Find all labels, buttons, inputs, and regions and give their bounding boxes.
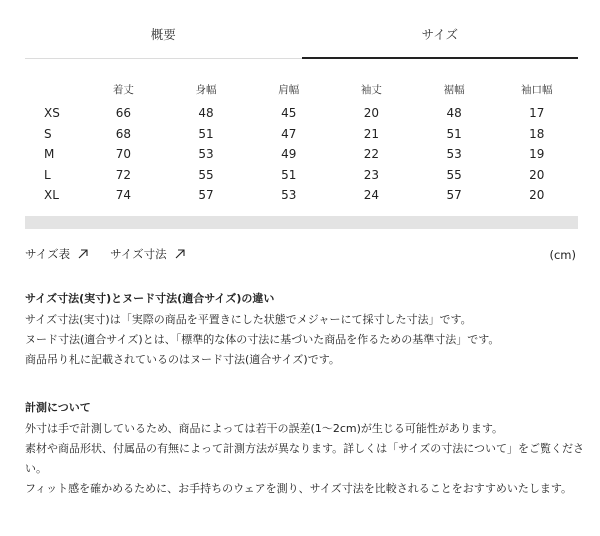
table-cell: 22 bbox=[363, 147, 380, 162]
arrow-up-right-icon bbox=[175, 249, 185, 259]
tab-overview[interactable]: 概要 bbox=[150, 27, 176, 42]
table-cell: 51 bbox=[446, 126, 462, 141]
tab-size[interactable]: サイズ bbox=[302, 22, 579, 58]
measurement-section bbox=[25, 398, 585, 499]
section-text: フィット感を確かめるために、お手持ちのウェアを測り、サイズ寸法を比較されることをおすすめいたします。 bbox=[25, 482, 573, 495]
size-chart-link-label: サイズ表 bbox=[25, 247, 71, 261]
table-cell: 53 bbox=[198, 147, 214, 162]
header-cuff-width: 袖口幅 bbox=[521, 83, 553, 96]
arrow-up-right-icon bbox=[78, 249, 88, 259]
table-cell: 20 bbox=[529, 188, 545, 203]
horizontal-scrollbar[interactable] bbox=[25, 216, 578, 229]
table-row bbox=[25, 103, 578, 124]
section-text: ヌード寸法(適合サイズ)とは、「標準的な体の寸法に基づいた商品を作るための基準寸法」です。 bbox=[25, 333, 500, 346]
table-cell: 45 bbox=[281, 106, 297, 121]
table-cell: 17 bbox=[529, 106, 545, 121]
section-text: サイズ寸法(実寸)は「実際の商品を平置きにした状態でメジャーにて採寸した寸法」です。 bbox=[25, 313, 472, 326]
size-chart-link[interactable] bbox=[25, 246, 88, 262]
unit-label: (cm) bbox=[549, 248, 576, 262]
table-cell: 19 bbox=[529, 147, 545, 162]
size-label: XL bbox=[44, 188, 59, 203]
size-label: S bbox=[44, 126, 52, 141]
section-text: 素材や商品形状、付属品の有無によって計測方法が異なります。詳しくは「サイズの寸法について」をご覧ください。 bbox=[25, 442, 585, 475]
size-table bbox=[25, 75, 578, 206]
table-cell: 72 bbox=[115, 167, 131, 182]
table-cell: 55 bbox=[446, 167, 462, 182]
size-links bbox=[25, 246, 207, 262]
header-shoulder-width: 肩幅 bbox=[278, 83, 300, 96]
table-cell: 53 bbox=[446, 147, 462, 162]
header-length: 着丈 bbox=[112, 83, 134, 96]
header-size bbox=[25, 75, 82, 103]
table-header-row bbox=[25, 75, 578, 103]
table-cell: 24 bbox=[363, 188, 380, 203]
table-row bbox=[25, 144, 578, 165]
size-measurement-link-label: サイズ寸法 bbox=[110, 247, 167, 261]
table-cell: 21 bbox=[363, 126, 380, 141]
table-cell: 53 bbox=[281, 188, 297, 203]
section-heading: サイズ寸法(実寸)とヌード寸法(適合サイズ)の違い bbox=[25, 292, 275, 305]
table-cell: 55 bbox=[198, 167, 214, 182]
table-cell: 49 bbox=[281, 147, 297, 162]
table-cell: 48 bbox=[446, 106, 462, 121]
table-cell: 20 bbox=[363, 106, 380, 121]
table-cell: 20 bbox=[529, 167, 545, 182]
table-cell: 68 bbox=[115, 126, 131, 141]
table-row bbox=[25, 165, 578, 186]
table-cell: 23 bbox=[363, 167, 380, 182]
table-cell: 48 bbox=[198, 106, 214, 121]
table-cell: 57 bbox=[198, 188, 214, 203]
size-label: M bbox=[44, 147, 55, 162]
table-cell: 51 bbox=[281, 167, 297, 182]
tab-bar bbox=[25, 22, 578, 59]
section-text: 外寸は手で計測しているため、商品によっては若干の誤差(1〜2cm)が生じる可能性があります。 bbox=[25, 422, 504, 435]
table-cell: 70 bbox=[115, 147, 131, 162]
size-label: XS bbox=[44, 106, 60, 121]
table-row bbox=[25, 124, 578, 145]
table-cell: 74 bbox=[115, 188, 131, 203]
table-cell: 57 bbox=[446, 188, 462, 203]
table-row bbox=[25, 185, 578, 206]
size-label: L bbox=[44, 167, 51, 182]
table-cell: 66 bbox=[115, 106, 131, 121]
table-cell: 47 bbox=[281, 126, 297, 141]
section-text: 商品吊り札に記載されているのはヌード寸法(適合サイズ)です。 bbox=[25, 353, 340, 366]
size-measurement-link[interactable] bbox=[110, 246, 185, 262]
table-cell: 18 bbox=[529, 126, 545, 141]
header-body-width: 身幅 bbox=[195, 83, 217, 96]
section-heading: 計測について bbox=[25, 401, 91, 414]
header-sleeve-length: 袖丈 bbox=[360, 83, 382, 96]
header-hem-width: 裾幅 bbox=[443, 83, 465, 96]
size-difference-section bbox=[25, 289, 585, 370]
table-cell: 51 bbox=[198, 126, 214, 141]
